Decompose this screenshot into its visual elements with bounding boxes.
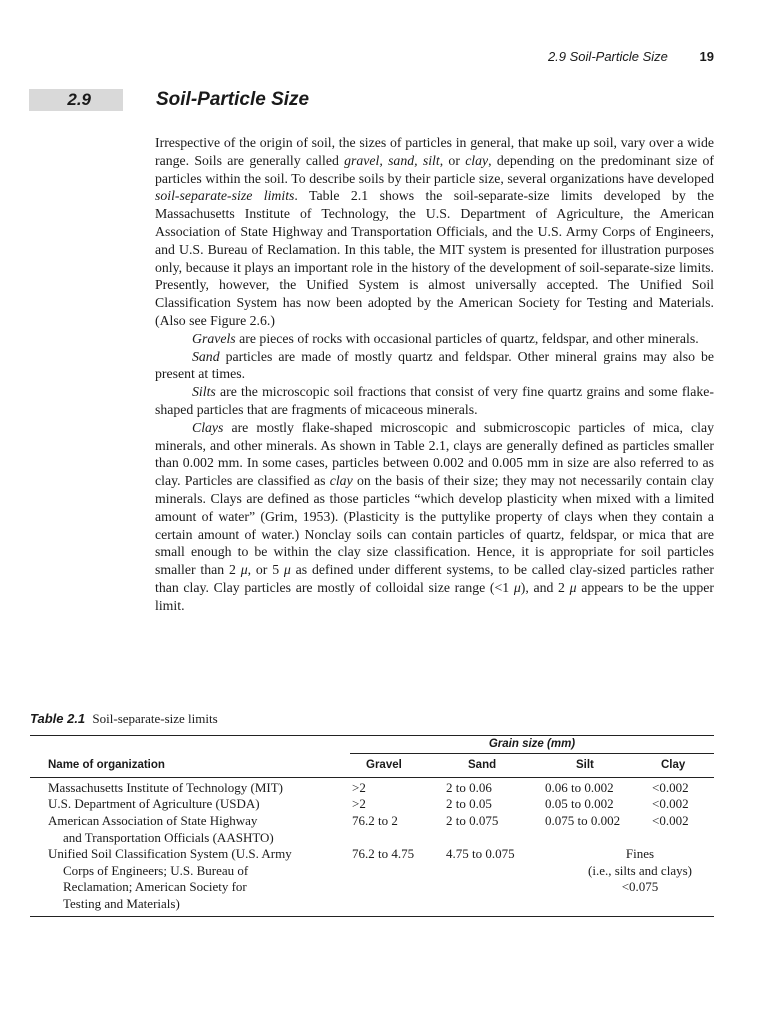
table-row-usda-gravel: >2	[352, 796, 366, 811]
table-rule-header	[30, 777, 714, 778]
table-row-usda-clay: <0.002	[652, 796, 689, 811]
running-head-section: 2.9	[547, 49, 567, 64]
table-caption	[30, 711, 218, 727]
table-row-aashto-clay: <0.002	[652, 813, 689, 828]
table-row-aashto-sand: 2 to 0.075	[446, 813, 499, 828]
section-title: Soil-Particle Size	[156, 89, 310, 110]
table-row-mit-silt: 0.06 to 0.002	[545, 780, 614, 795]
column-header-silt: Silt	[576, 759, 594, 771]
table-row-mit-gravel: >2	[352, 780, 366, 795]
paragraph-sand: Sand particles are made of mostly quartz and feldspar. Other mineral grains may also be present at times.	[155, 348, 714, 382]
column-header-gravel: Gravel	[366, 759, 402, 771]
body-text	[155, 134, 714, 615]
table-row-mit-clay: <0.002	[652, 780, 689, 795]
table-row-mit-sand: 2 to 0.06	[446, 780, 492, 795]
grain-size-header: Grain size (mm)	[488, 738, 576, 750]
column-header-org: Name of organization	[48, 759, 165, 771]
running-head	[548, 49, 714, 64]
grain-size-rule	[350, 753, 714, 754]
paragraph-clays: Clays are mostly flake-shaped microscopic and submicroscopic particles of mica, clay minerals, and other minerals. As shown in Table 2.1, clays are generally defined as particles smaller than 0.002 mm. In some cases, particles between 0.002 and 0.005 mm in size are also referred to as clay. Particles are classified as clay on the basis of their size; they may not necessarily contain clay minerals. Clays are defined as those particles “which develop plasticity when mixed with a limited amount of water” (Grim, 1953). (Plasticity is the puttylike property of clays when they contain a certain amount of water.) Nonclay soils can contain particles of quartz, feldspar, or mica that are small enough to be within the clay size classification. Hence, it is appropriate for soil particles smaller than 2 μ, or 5 μ as defined under different systems, to be called clay-sized particles rather than clay. Clay particles are mostly of colloidal size range (<1 μ), and 2 μ appears to be the upper limit.	[155, 419, 714, 613]
table-caption-text: Soil-separate-size limits	[92, 711, 218, 726]
table-row-uscs-sand: 4.75 to 0.075	[446, 846, 515, 861]
paragraph-gravels: Gravels are pieces of rocks with occasional particles of quartz, feldspar, and other minerals.	[192, 330, 699, 346]
section-number-box	[29, 89, 123, 111]
table-row-mit-org: Massachusetts Institute of Technology (MIT)	[48, 780, 283, 795]
table-row-aashto-org: American Association of State Highway and Transportation Officials (AASHTO)	[48, 813, 274, 845]
table-row-usda-silt: 0.05 to 0.002	[545, 796, 614, 811]
column-header-clay: Clay	[661, 759, 686, 771]
page-number: 19	[699, 49, 714, 64]
column-header-sand: Sand	[468, 759, 497, 771]
table-rule-top	[30, 735, 714, 736]
table-label: Table 2.1	[30, 711, 86, 726]
running-head-title: Soil-Particle Size	[569, 49, 668, 64]
paragraph-intro: Irrespective of the origin of soil, the sizes of particles in general, that make up soil, vary over a wide range. Soils are generally called gravel, sand, silt, or clay, depending on the predominant size of particles within the soil. To describe soils by their particle size, several organizations have developed soil-separate-size limits. Table 2.1 shows the soil-separate-size limits developed by the Massachusetts Institute of Technology, the U.S. Department of Agriculture, the American Association of State Highway and Transportation Officials, and the U.S. Army Corps of Engineers, and U.S. Bureau of Reclamation. In this table, the MIT system is presented for illustration purposes only, because it plays an important role in the history of the development of soil-separate-size limits. Presently, however, the Unified System is almost universally accepted. The Unified Soil Classification System has now been adopted by the American Society for Testing and Materials. (Also see Figure 2.6.)	[155, 135, 714, 328]
table-row-uscs-fines: Fines (i.e., silts and clays) <0.075	[588, 846, 692, 894]
table-row-uscs-gravel: 76.2 to 4.75	[352, 846, 415, 861]
table-row-uscs-org: Unified Soil Classification System (U.S. Army Corps of Engineers; U.S. Bureau of Reclamation; American Society for Testing and Materials)	[48, 846, 292, 911]
table-row-usda-org: U.S. Department of Agriculture (USDA)	[48, 796, 260, 811]
table-row-aashto-gravel: 76.2 to 2	[352, 813, 398, 828]
table-row-aashto-silt: 0.075 to 0.002	[545, 813, 621, 828]
table-row-usda-sand: 2 to 0.05	[446, 796, 492, 811]
paragraph-silts: Silts are the microscopic soil fractions that consist of very fine quartz grains and some flake-shaped particles that are fragments of micaceous minerals.	[155, 384, 714, 417]
section-number: 2.9	[67, 90, 91, 109]
table-rule-bottom	[30, 916, 714, 917]
